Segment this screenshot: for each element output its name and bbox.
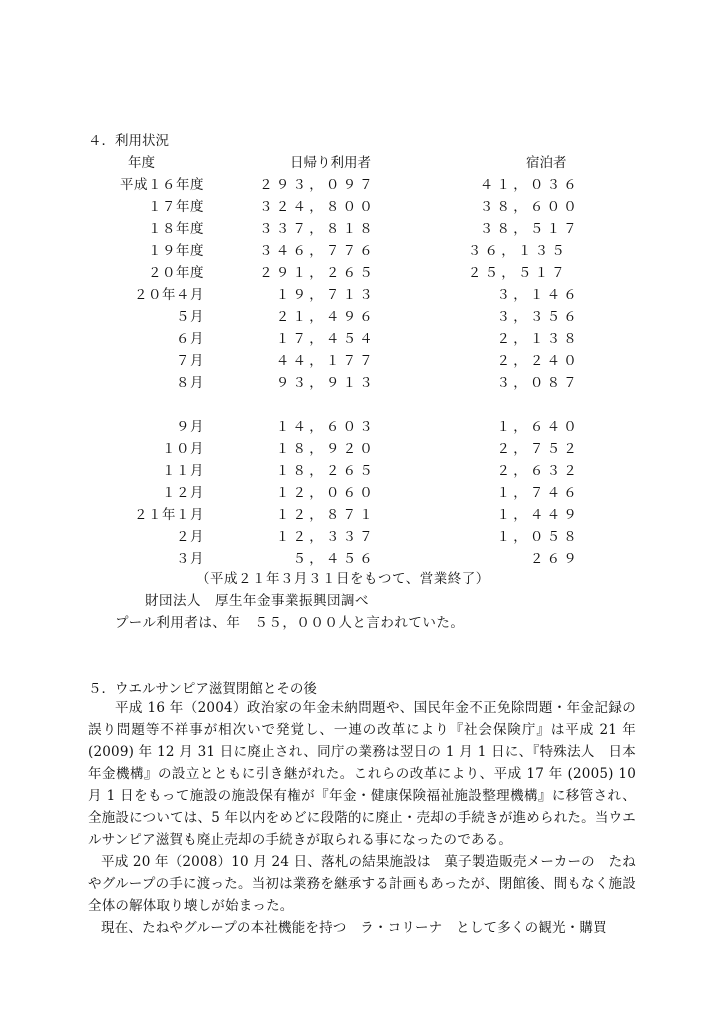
row-day-visitors: ２９３，０９７ [259,177,376,193]
row-overnight: ３６，１３５ [467,243,568,259]
row-day-visitors: １９，７１３ [275,287,376,303]
row-overnight: １，０５８ [496,529,580,545]
row-year-label: ８月 [176,375,204,391]
row-overnight: １，４４９ [496,507,580,523]
row-day-visitors: １２，８７１ [275,507,376,523]
row-year-label: ９月 [176,419,204,435]
row-day-visitors: ３４６，７７６ [259,243,376,259]
row-year-label: １１月 [162,463,204,479]
row-day-visitors: ４４，１７７ [275,353,376,369]
header-day-visitors: 日帰り利用者 [290,155,371,171]
row-overnight: １，７４６ [496,485,580,501]
row-overnight: ２５，５１７ [467,265,568,281]
row-day-visitors: ２９１，２６５ [259,265,376,281]
row-day-visitors: ３３７，８１８ [259,221,376,237]
row-day-visitors: １２，０６０ [275,485,376,501]
row-day-visitors: １８，９２０ [275,441,376,457]
row-overnight: ２，６３２ [496,463,580,479]
row-year-label: ２０年度 [148,265,204,281]
row-overnight: ３，０８７ [496,375,580,391]
row-overnight: ３，１４６ [496,287,580,303]
paragraph-2: 平成 20 年（2008）10 月 24 日、落札の結果施設は 菓子製造販売メーカーの たねやグループの手に渡った。当初は業務を継承する計画もあったが、閉館後、間もなく施設全体の解体取り壊しが始まった。 [88,854,636,914]
section-5-title: ５．ウエルサンピア滋賀閉館とその後 [88,681,317,697]
row-overnight: ２，２４０ [496,353,580,369]
header-overnight: 宿泊者 [526,155,567,171]
row-year-label: ６月 [176,331,204,347]
row-year-label: ７月 [176,353,204,369]
row-day-visitors: ３２４，８００ [259,199,376,215]
row-day-visitors: １４，６０３ [275,419,376,435]
row-day-visitors: １２，３３７ [275,529,376,545]
row-overnight: ３８，６００ [479,199,580,215]
pool-note: プール利用者は、年 ５５，０００人と言われていた。 [115,615,465,631]
row-year-label: １０月 [162,441,204,457]
row-year-label: 平成１６年度 [120,177,204,193]
section-4-title: ４．利用状況 [88,133,169,149]
row-day-visitors: ９３，９１３ [275,375,376,391]
row-overnight: ２，７５２ [496,441,580,457]
header-year: 年度 [128,155,155,171]
row-year-label: ２月 [176,529,204,545]
row-overnight: ２６９ [529,551,580,567]
row-overnight: ３８，５１７ [479,221,580,237]
closing-note: （平成２１年３月３１日をもつて、営業終了） [196,571,490,587]
row-year-label: ２１年１月 [134,507,204,523]
row-year-label: １９年度 [148,243,204,259]
paragraph-3: 現在、たねやグループの本社機能を持つ ラ・コリーナ として多くの観光・購買 [101,920,607,936]
row-overnight: ２，１３８ [496,331,580,347]
row-overnight: １，６４０ [496,419,580,435]
row-overnight: ３，３５６ [496,309,580,325]
row-year-label: １８年度 [148,221,204,237]
row-overnight: ４１，０３６ [479,177,580,193]
row-year-label: ３月 [176,551,204,567]
row-year-label: ５月 [176,309,204,325]
row-year-label: １２月 [162,485,204,501]
row-day-visitors: １８，２６５ [275,463,376,479]
row-day-visitors: １７，４５４ [275,331,376,347]
row-year-label: １７年度 [148,199,204,215]
row-day-visitors: ５，４５６ [292,551,376,567]
paragraph-1: 平成 16 年（2004）政治家の年金未納問題や、国民年金不正免除問題・年金記録の誤り問題等不祥事が相次いで発覚し、一連の改革により『社会保険庁』は平成 21 年 (2009) 年 12 月 31 日に廃止され、同庁の業務は翌日の 1 月 1 日に、『特殊法人 日本年金機構』の設立とともに引き継がれた。これらの改革により、平成 17 年 (2005) 10 月 1 日をもって施設の施設保有権が『年金・健康保険福祉施設整理機構』に移管され、全施設については、5 年以内をめどに段階的に廃止・売却の手続きが進められた。当ウエルサンピア滋賀も廃止売却の手続きが取られる事になったのである。 [88,700,636,848]
row-day-visitors: ２１，４９６ [275,309,376,325]
source-note: 財団法人 厚生年金事業振興団調べ [145,593,369,609]
row-year-label: ２０年４月 [134,287,204,303]
